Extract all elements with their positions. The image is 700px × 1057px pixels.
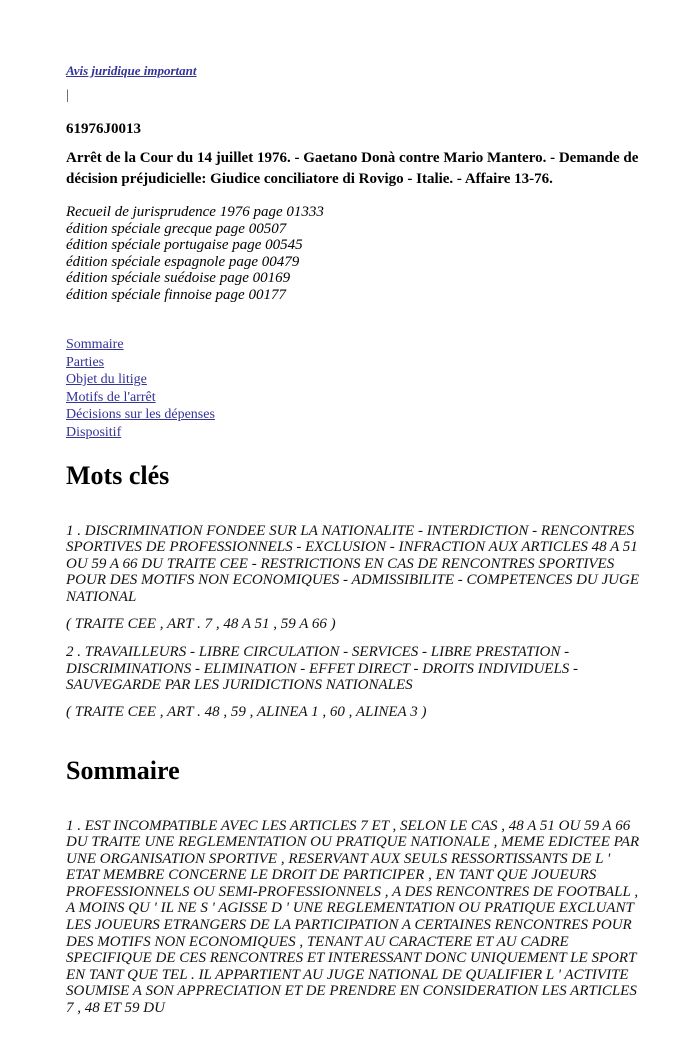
edition-line: édition spéciale finnoise page 00177 <box>66 286 286 303</box>
summary-paragraph: 1 . EST INCOMPATIBLE AVEC LES ARTICLES 7 ET , SELON LE CAS , 48 A 51 OU 59 A 66 DU TRAITE UNE REGLEMENTATION OU PRATIQUE NATIONALE , MEME EDICTEE PAR UNE ORGANISATION SPORTIVE , RESERVANT AUX SEULS RESSORTISSANTS DE L ' ETAT MEMBRE CONCERNE LE DROIT DE PARTICIPER , EN TANT QUE JOUEURS PROFESSIONNELS OU SEMI-PROFESSIONNELS , A DES RENCONTRES DE FOOTBALL , A MOINS QU ' IL NE S ' AGISSE D ' UNE REGLEMENTATION OU PRATIQUE EXCLUANT LES JOUEURS ETRANGERS DE LA PARTICIPATION A CERTAINES RENCONTRES POUR DES MOTIFS NON ECONOMIQUES , TENANT AU CARACTERE ET AU CADRE SPECIFIQUE DE CES RENCONTRES ET INTERESSANT DONC UNIQUEMENT LE SPORT EN TANT QUE TEL . IL APPARTIENT AU JUGE NATIONAL DE QUALIFIER L ' ACTIVITE SOUMISE A SON APPRECIATION ET DE PRENDRE EN CONSIDERATION LES ARTICLES 7 , 48 ET 59 DU <box>66 817 640 1017</box>
link-separator: | <box>66 88 69 103</box>
edition-line: Recueil de jurisprudence 1976 page 01333 <box>66 204 324 220</box>
table-of-contents <box>66 336 644 442</box>
edition-line: édition spéciale grecque page 00507 <box>66 220 287 237</box>
edition-line: édition spéciale suédoise page 00169 <box>66 270 291 286</box>
summary-heading: Sommaire <box>66 755 180 785</box>
toc-link-decisions-sur-les-depenses[interactable]: Décisions sur les dépenses <box>66 407 215 423</box>
judgment-title: Arrêt de la Cour du 14 juillet 1976. - Gaetano Donà contre Mario Mantero. - Demande de décision préjudicielle: Giudice conciliatore di Rovigo - Italie. - Affaire 13-76. <box>66 150 639 187</box>
keywords-treaty-reference-2: ( TRAITE CEE , ART . 48 , 59 , ALINEA 1 , 60 , ALINEA 3 ) <box>66 703 427 720</box>
toc-link-motifs-de-l-arret[interactable]: Motifs de l'arrêt <box>66 389 156 405</box>
toc-link-sommaire[interactable]: Sommaire <box>66 337 124 352</box>
toc-link-objet-du-litige[interactable]: Objet du litige <box>66 372 147 388</box>
keywords-treaty-reference-1: ( TRAITE CEE , ART . 7 , 48 A 51 , 59 A 66 ) <box>66 615 336 632</box>
legal-notice-link[interactable]: Avis juridique important <box>66 63 197 78</box>
edition-line: édition spéciale portugaise page 00545 <box>66 237 303 253</box>
edition-line: édition spéciale espagnole page 00479 <box>66 253 300 270</box>
report-editions-list <box>66 204 644 303</box>
keywords-heading: Mots clés <box>66 460 170 490</box>
toc-link-dispositif[interactable]: Dispositif <box>66 424 122 440</box>
celex-number: 61976J0013 <box>66 121 141 137</box>
keywords-paragraph-1: 1 . DISCRIMINATION FONDEE SUR LA NATIONALITE - INTERDICTION - RENCONTRES SPORTIVES DE PROFESSIONNELS - EXCLUSION - INFRACTION AUX ARTICLES 48 A 51 OU 59 A 66 DU TRAITE CEE - RESTRICTIONS EN CAS DE RENCONTRES SPORTIVES POUR DES MOTIFS NON ECONOMIQUES - ADMISSIBILITE - COMPETENCES DU JUGE NATIONAL <box>66 522 639 605</box>
keywords-paragraph-2: 2 . TRAVAILLEURS - LIBRE CIRCULATION - SERVICES - LIBRE PRESTATION - DISCRIMINATIONS - ELIMINATION - EFFET DIRECT - DROITS INDIVIDUELS - SAUVEGARDE PAR LES JURIDICTIONS NATIONALES <box>66 644 579 694</box>
toc-link-parties[interactable]: Parties <box>66 354 105 370</box>
